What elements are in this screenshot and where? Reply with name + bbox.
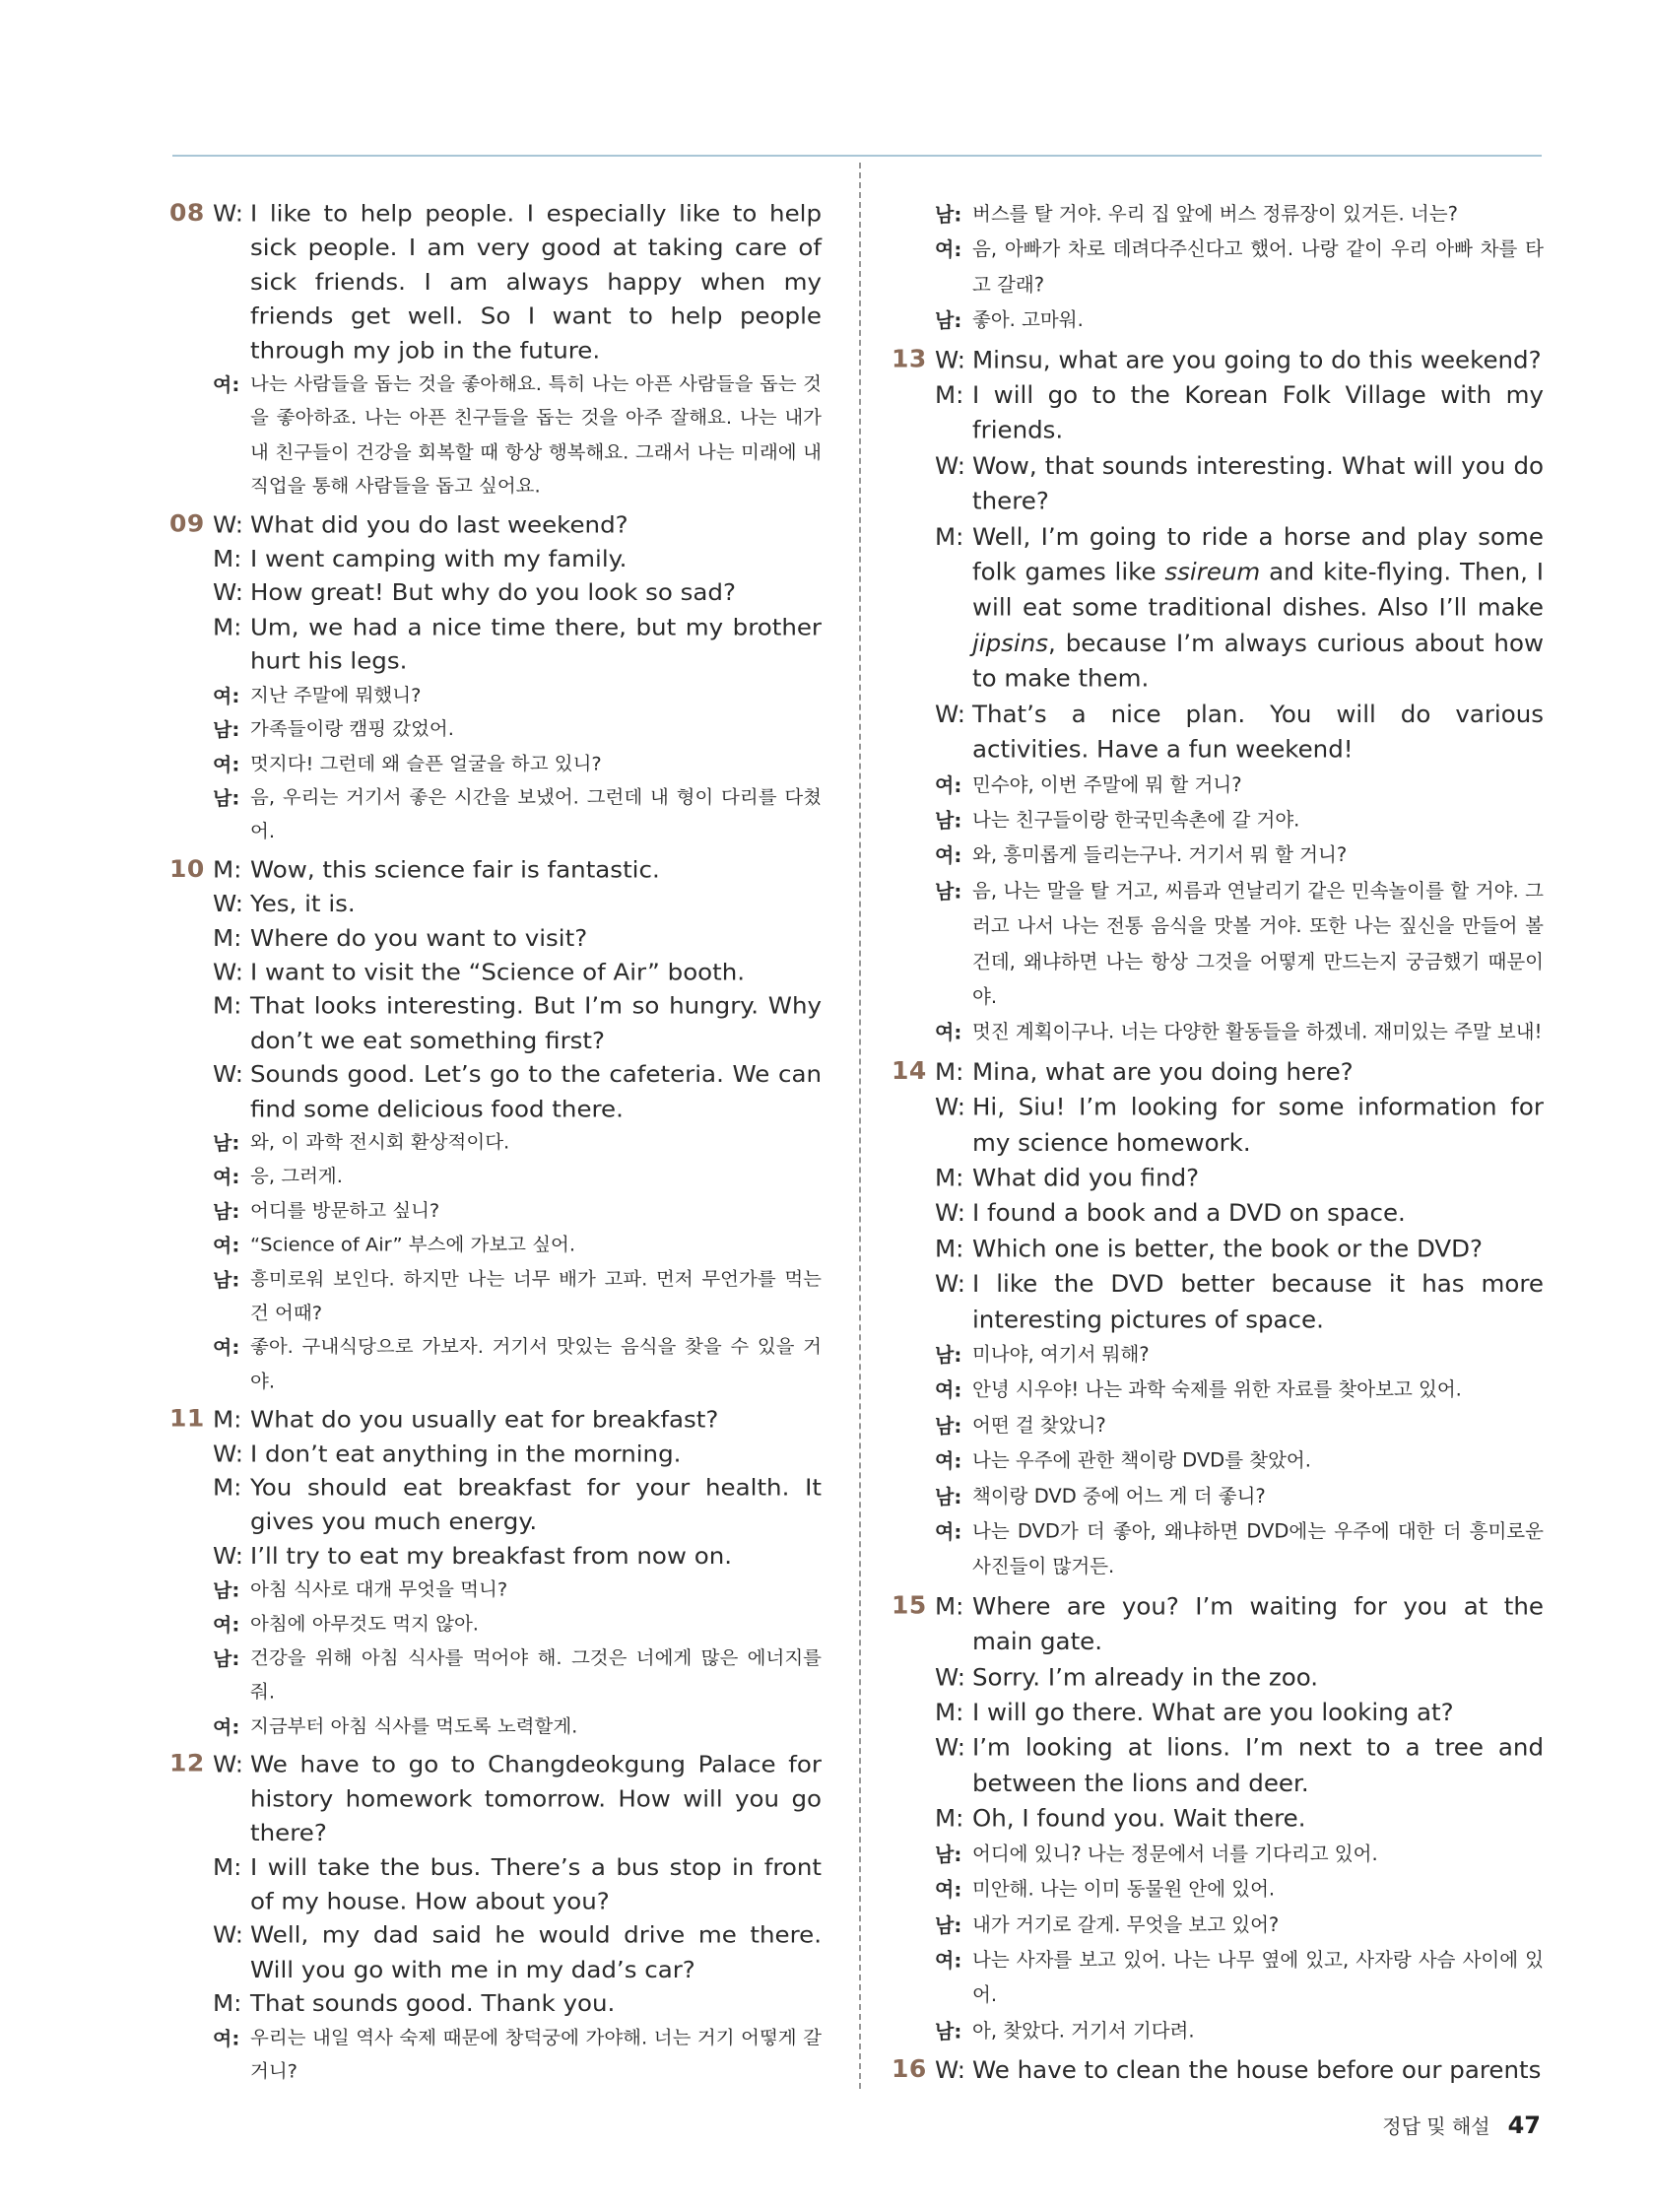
translation-line: [213, 1710, 822, 1745]
speaker-label: W:: [213, 199, 244, 228]
speaker-label: 여:: [935, 843, 962, 868]
line-text: “Science of Air” 부스에 가보고 싶어.: [250, 1234, 576, 1256]
speaker-label: 여:: [213, 1234, 240, 1257]
speaker-label: 여:: [213, 372, 240, 396]
line-text: 어디를 방문하고 싶니?: [250, 1199, 440, 1222]
dialogue-item: [892, 197, 1544, 339]
translation-line: [935, 1908, 1544, 1943]
line-text: 미나야, 여기서 뭐해?: [972, 1343, 1150, 1366]
speaker-label: W:: [213, 958, 244, 986]
line-text: 아침 식사로 대개 무엇을 먹니?: [250, 1578, 508, 1601]
translation-line: [213, 1331, 822, 1399]
dialogue-item: [169, 1403, 822, 1744]
dialogue-line: [935, 2053, 1544, 2089]
line-text: 좋아. 구내식당으로 가보자. 거기서 맛있는 음식을 찾을 수 있을 거야.: [250, 1336, 822, 1392]
translation-line: [213, 1194, 822, 1229]
line-text: What did you do last weekend?: [250, 510, 628, 538]
speaker-label: W:: [213, 1542, 244, 1570]
speaker-label: 여:: [213, 2026, 240, 2049]
speaker-label: W:: [935, 699, 966, 728]
right-column: [892, 197, 1544, 2089]
line-text: I want to visit the “Science of Air” booth.: [250, 958, 746, 986]
speaker-label: M:: [935, 1163, 964, 1192]
speaker-label: 남:: [213, 786, 240, 810]
speaker-label: 여:: [935, 1877, 962, 1902]
translation-line: [935, 873, 1544, 1015]
line-text: We have to go to Changdeokgung Palace for history homework tomorrow. How will you go there?: [250, 1750, 822, 1846]
speaker-label: 남:: [935, 1414, 962, 1438]
question-number: 16: [892, 2054, 927, 2084]
speaker-label: 여:: [213, 752, 240, 775]
dialogue-item: [169, 1748, 822, 2089]
question-number: 09: [169, 509, 205, 538]
question-number: 11: [169, 1404, 205, 1433]
line-text: 응, 그러게.: [250, 1166, 343, 1188]
line-text: Sorry. I’m already in the zoo.: [972, 1662, 1319, 1692]
translation-line: [213, 781, 822, 849]
translation-line: [935, 768, 1544, 803]
line-text: 음, 우리는 거기서 좋은 시간을 보냈어. 그런데 내 형이 다리를 다쳤어.: [250, 786, 822, 842]
dialogue-line: [935, 343, 1544, 378]
speaker-label: 남:: [935, 1484, 962, 1508]
speaker-label: M:: [213, 1405, 242, 1434]
translation-line: [935, 1373, 1544, 1408]
line-text: Mina, what are you doing here?: [972, 1056, 1354, 1086]
line-text: I will go to the Korean Folk Village with my friends.: [972, 380, 1544, 445]
question-number: 12: [169, 1749, 205, 1777]
dialogue-line: [213, 197, 822, 368]
line-text: 와, 이 과학 전시회 환상적이다.: [250, 1131, 510, 1154]
speaker-label: W:: [213, 890, 244, 917]
line-text: 멋진 계획이구나. 너는 다양한 활동들을 하겠네. 재미있는 주말 보내!: [972, 1021, 1543, 1043]
line-text: Wow, this science fair is fantastic.: [250, 855, 660, 884]
translation-line: [935, 838, 1544, 874]
translation-line: [935, 233, 1544, 303]
translation-line: [213, 1229, 822, 1263]
column-divider: [859, 163, 861, 2089]
line-text: Well, I’m going to ride a horse and play some folk games like ssireum and kite-flying. Then, I will eat some traditional dishes. Also I’ll make jipsins, because I’m always curious about how to make them.: [972, 522, 1544, 693]
dialogue-item: [169, 853, 822, 1399]
translation-line: [213, 1642, 822, 1709]
speaker-label: M:: [213, 1473, 242, 1502]
speaker-label: 남:: [935, 202, 962, 227]
dialogue-line: [213, 1850, 822, 1918]
line-text: 가족들이랑 캠핑 갔었어.: [250, 718, 454, 740]
line-text: We have to clean the house before our parents: [972, 2055, 1542, 2085]
speaker-label: 여:: [213, 1715, 240, 1739]
translation-line: [213, 1126, 822, 1161]
line-text: Which one is better, the book or the DVD?: [972, 1234, 1484, 1263]
speaker-label: M:: [213, 992, 242, 1020]
line-text: 좋아. 고마워.: [972, 308, 1084, 332]
speaker-label: 남:: [213, 1131, 240, 1155]
speaker-label: M:: [213, 855, 242, 884]
speaker-label: 남:: [935, 879, 962, 904]
line-text: 어떤 걸 찾았니?: [972, 1414, 1106, 1437]
page-number: 47: [1507, 2111, 1541, 2139]
dialogue-line: [935, 1589, 1544, 1660]
line-text: Sounds good. Let’s go to the cafeteria. We can find some delicious food there.: [250, 1060, 822, 1122]
speaker-label: W:: [213, 1750, 244, 1778]
line-text: I like the DVD better because it has more interesting pictures of space.: [972, 1269, 1544, 1333]
line-text: I like to help people. I especially like to help sick people. I am very good at taking care of sick friends. I am always happy when my friends get well. So I want to help people through my job in the future.: [250, 199, 822, 364]
speaker-label: M:: [213, 545, 242, 572]
question-number: 14: [892, 1055, 927, 1085]
speaker-label: 여:: [213, 1336, 240, 1360]
translation-line: [213, 368, 822, 504]
dialogue-item: [892, 2053, 1544, 2089]
dialogue-line: [935, 1196, 1544, 1232]
dialogue-item: [892, 1589, 1544, 2049]
translation-line: [935, 1514, 1544, 1585]
speaker-label: 남:: [935, 308, 962, 333]
speaker-label: 여:: [935, 1378, 962, 1402]
line-text: 나는 DVD가 더 좋아, 왜냐하면 DVD에는 우주에 대한 더 흥미로운 사진들이 많거든.: [972, 1519, 1544, 1578]
speaker-label: W:: [213, 1060, 244, 1089]
translation-line: [213, 2021, 822, 2089]
translation-line: [213, 679, 822, 713]
line-text: Um, we had a nice time there, but my brother hurt his legs.: [250, 613, 822, 675]
speaker-label: 남:: [935, 1343, 962, 1367]
line-text: 아침에 아무것도 먹지 않아.: [250, 1613, 480, 1636]
line-text: Yes, it is.: [250, 890, 356, 917]
header-rule: [172, 155, 1542, 157]
line-text: 나는 사자를 보고 있어. 나는 나무 옆에 있고, 사자랑 사슴 사이에 있어.: [972, 1948, 1544, 2007]
dialogue-line: [213, 508, 822, 543]
line-text: 흥미로워 보인다. 하지만 나는 너무 배가 고파. 먼저 무언가를 먹는 건 어때?: [250, 1268, 822, 1324]
dialogue-line: [213, 1986, 822, 2021]
speaker-label: 여:: [935, 1948, 962, 1973]
line-text: Well, my dad said he would drive me there. Will you go with me in my dad’s car?: [250, 1920, 822, 1983]
line-text: Wow, that sounds interesting. What will you do there?: [972, 451, 1544, 515]
line-text: Hi, Siu! I’m looking for some information for my science homework.: [972, 1092, 1544, 1157]
speaker-label: 여:: [213, 1166, 240, 1189]
question-number: 15: [892, 1590, 927, 1620]
speaker-label: 남:: [935, 1843, 962, 1866]
dialogue-line: [213, 1748, 822, 1850]
speaker-label: M:: [213, 1852, 242, 1881]
line-text: Where are you? I’m waiting for you at the main gate.: [972, 1591, 1544, 1656]
line-text: What did you find?: [972, 1163, 1200, 1192]
line-text: I’ll try to eat my breakfast from now on.: [250, 1542, 733, 1570]
dialogue-line: [935, 1266, 1544, 1337]
line-text: I will go there. What are you looking at?: [972, 1698, 1454, 1727]
speaker-label: W:: [935, 2055, 966, 2085]
dialogue-line: [213, 1471, 822, 1539]
speaker-label: 남:: [213, 1578, 240, 1602]
speaker-label: W:: [935, 345, 966, 374]
speaker-label: W:: [213, 1920, 244, 1949]
dialogue-line: [213, 887, 822, 921]
page-footer: [1382, 2111, 1541, 2139]
speaker-label: M:: [935, 1804, 964, 1833]
line-text: 아, 찾았다. 거기서 기다려.: [972, 2019, 1195, 2043]
line-text: 건강을 위해 아침 식사를 먹어야 해. 그것은 너에게 많은 에너지를 줘.: [250, 1646, 822, 1704]
speaker-label: W:: [213, 578, 244, 607]
left-column: [169, 197, 822, 2089]
dialogue-line: [935, 1660, 1544, 1696]
speaker-label: 남:: [935, 808, 962, 833]
speaker-label: W:: [935, 1733, 966, 1762]
speaker-label: M:: [213, 613, 242, 640]
dialogue-line: [935, 1730, 1544, 1801]
translation-line: [935, 1943, 1544, 2014]
dialogue-line: [213, 1437, 822, 1471]
translation-line: [935, 1015, 1544, 1050]
dialogue-line: [213, 1539, 822, 1574]
line-text: 미안해. 나는 이미 동물원 안에 있어.: [972, 1877, 1276, 1901]
line-text: I will take the bus. There’s a bus stop in front of my house. How about you?: [250, 1852, 822, 1914]
dialogue-line: [213, 1058, 822, 1126]
speaker-label: 여:: [213, 684, 240, 707]
translation-line: [213, 1262, 822, 1330]
speaker-label: W:: [935, 1269, 966, 1299]
dialogue-item: [892, 1054, 1544, 1585]
speaker-label: 남:: [213, 1199, 240, 1223]
speaker-label: 여:: [935, 1449, 962, 1473]
line-text: 책이랑 DVD 중에 어느 게 더 좋니?: [972, 1484, 1266, 1508]
speaker-label: 남:: [213, 1646, 240, 1670]
translation-line: [935, 1443, 1544, 1479]
question-number: 13: [892, 344, 927, 373]
line-text: How great! But why do you look so sad?: [250, 578, 736, 607]
translation-line: [935, 2014, 1544, 2049]
line-text: I went camping with my family.: [250, 545, 628, 572]
line-text: 나는 우주에 관한 책이랑 DVD를 찾았어.: [972, 1449, 1311, 1472]
speaker-label: 남:: [213, 1268, 240, 1291]
dialogue-line: [935, 1161, 1544, 1196]
question-number: 10: [169, 854, 205, 883]
line-text: Where do you want to visit?: [250, 923, 588, 952]
dialogue-line: [213, 1918, 822, 1986]
line-text: 안녕 시우야! 나는 과학 숙제를 위한 자료를 찾아보고 있어.: [972, 1378, 1462, 1401]
speaker-label: M:: [935, 1234, 964, 1263]
translation-line: [935, 1872, 1544, 1908]
dialogue-item: [169, 197, 822, 504]
speaker-label: W:: [935, 1198, 966, 1228]
speaker-label: 남:: [935, 2019, 962, 2044]
line-text: 민수야, 이번 주말에 뭐 할 거니?: [972, 772, 1242, 796]
translation-line: [935, 803, 1544, 838]
translation-line: [213, 1608, 822, 1642]
line-text: That’s a nice plan. You will do various activities. Have a fun weekend!: [972, 699, 1544, 764]
dialogue-line: [213, 1403, 822, 1438]
dialogue-line: [935, 697, 1544, 768]
dialogue-item: [892, 343, 1544, 1050]
speaker-label: 여:: [935, 1519, 962, 1544]
speaker-label: 여:: [213, 1613, 240, 1637]
translation-line: [213, 747, 822, 781]
line-text: 나는 사람들을 돕는 것을 좋아해요. 특히 나는 아픈 사람들을 돕는 것을 좋아하죠. 나는 아픈 친구들을 돕는 것을 아주 잘해요. 나는 내가 내 친구들이 건강을 회복할 때 항상 행복해요. 그래서 나는 미래에 내 직업을 통해 사람들을 돕고 싶어요.: [250, 372, 822, 498]
line-text: I’m looking at lions. I’m next to a tree and between the lions and deer.: [972, 1733, 1544, 1797]
speaker-label: 남:: [935, 1912, 962, 1937]
line-text: 내가 거기로 갈게. 무엇을 보고 있어?: [972, 1912, 1280, 1936]
dialogue-line: [213, 542, 822, 576]
line-text: I don’t eat anything in the morning.: [250, 1440, 682, 1467]
line-text: You should eat breakfast for your health. It gives you much energy.: [250, 1473, 822, 1536]
speaker-label: W:: [213, 510, 244, 538]
line-text: I found a book and a DVD on space.: [972, 1198, 1406, 1228]
speaker-label: 여:: [935, 772, 962, 797]
speaker-label: 여:: [935, 1021, 962, 1044]
translation-line: [935, 1479, 1544, 1514]
speaker-label: M:: [213, 923, 242, 952]
dialogue-line: [213, 989, 822, 1057]
speaker-label: M:: [935, 380, 964, 410]
translation-line: [935, 1408, 1544, 1443]
translation-line: [935, 197, 1544, 233]
line-text: 멋지다! 그런데 왜 슬픈 얼굴을 하고 있니?: [250, 752, 602, 774]
line-text: 어디에 있니? 나는 정문에서 너를 기다리고 있어.: [972, 1843, 1378, 1865]
line-text: Oh, I found you. Wait there.: [972, 1804, 1306, 1833]
speaker-label: M:: [935, 522, 964, 551]
speaker-label: W:: [935, 1662, 966, 1692]
speaker-label: W:: [935, 451, 966, 480]
speaker-label: W:: [935, 1092, 966, 1121]
dialogue-line: [213, 610, 822, 678]
line-text: That sounds good. Thank you.: [250, 1989, 616, 2017]
line-text: What do you usually eat for breakfast?: [250, 1405, 719, 1434]
dialogue-line: [935, 1054, 1544, 1090]
speaker-label: M:: [935, 1591, 964, 1621]
dialogue-line: [935, 1801, 1544, 1837]
footer-label: 정답 및 해설: [1382, 2114, 1490, 2138]
question-number: 08: [169, 198, 205, 227]
speaker-label: M:: [935, 1698, 964, 1727]
line-text: That looks interesting. But I’m so hungry. Why don’t we eat something first?: [250, 992, 822, 1054]
speaker-label: 남:: [213, 718, 240, 741]
line-text: 지금부터 아침 식사를 먹도록 노력할게.: [250, 1715, 578, 1738]
dialogue-line: [935, 519, 1544, 697]
line-text: 버스를 탈 거야. 우리 집 앞에 버스 정류장이 있거든. 너는?: [972, 202, 1458, 226]
translation-line: [935, 303, 1544, 339]
line-text: 음, 아빠가 차로 데려다주신다고 했어. 나랑 같이 우리 아빠 차를 타고 갈래?: [972, 237, 1544, 297]
line-text: 와, 흥미롭게 들리는구나. 거기서 뭐 할 거니?: [972, 843, 1348, 867]
translation-line: [935, 1837, 1544, 1872]
line-text: 음, 나는 말을 탈 거고, 씨름과 연날리기 같은 민속놀이를 할 거야. 그러고 나서 나는 전통 음식을 맛볼 거야. 또한 나는 짚신을 만들어 볼 건데, 왜냐하면 나는 항상 그것을 어떻게 만드는지 궁금했기 때문이야.: [972, 879, 1544, 1008]
speaker-label: M:: [935, 1056, 964, 1086]
line-text: 지난 주말에 뭐했니?: [250, 684, 422, 706]
dialogue-line: [935, 448, 1544, 519]
dialogue-line: [935, 1232, 1544, 1267]
line-text: Minsu, what are you going to do this weekend?: [972, 345, 1542, 374]
line-text: 우리는 내일 역사 숙제 때문에 창덕궁에 가야해. 너는 거기 어떻게 갈 거니?: [250, 2026, 822, 2083]
translation-line: [935, 1337, 1544, 1373]
dialogue-line: [935, 1090, 1544, 1161]
dialogue-item: [169, 508, 822, 849]
dialogue-line: [213, 576, 822, 611]
translation-line: [213, 1574, 822, 1608]
translation-line: [213, 1160, 822, 1194]
dialogue-line: [213, 956, 822, 990]
translation-line: [213, 712, 822, 747]
speaker-label: W:: [213, 1440, 244, 1467]
line-text: 나는 친구들이랑 한국민속촌에 갈 거야.: [972, 808, 1300, 832]
speaker-label: 여:: [935, 237, 962, 262]
dialogue-line: [935, 378, 1544, 449]
dialogue-line: [213, 921, 822, 956]
dialogue-line: [935, 1695, 1544, 1730]
speaker-label: M:: [213, 1989, 242, 2017]
dialogue-line: [213, 853, 822, 888]
